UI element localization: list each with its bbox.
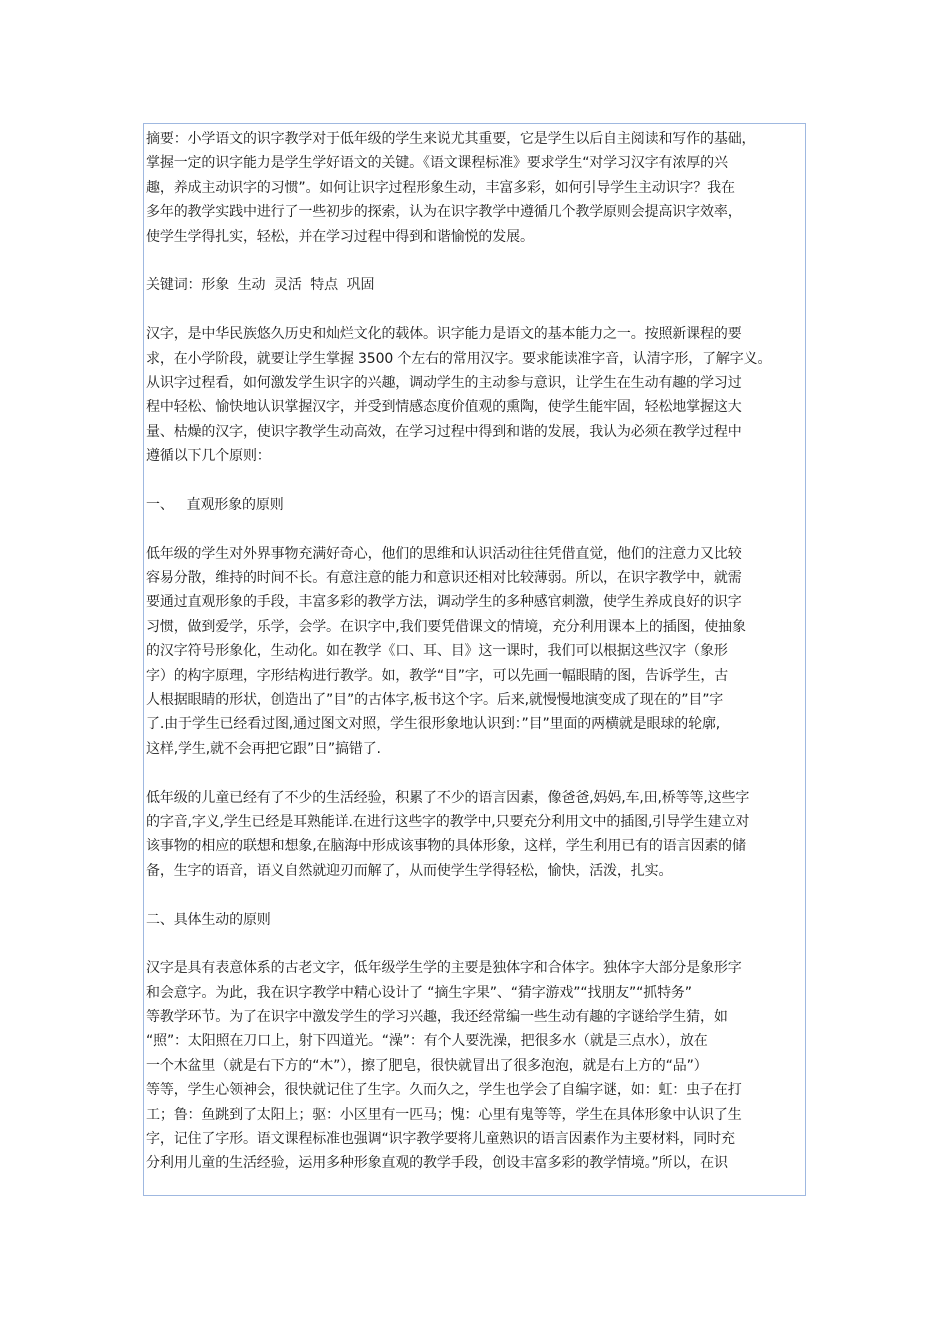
- intro-line: 汉字，是中华民族悠久历史和灿烂文化的载体。识字能力是语文的基本能力之一。按照新课程的要: [146, 326, 742, 343]
- intro-line: 从识字过程看，如何激发学生识字的兴趣，调动学生的主动参与意识，让学生在生动有趣的学习过: [146, 374, 742, 391]
- abstract-line: 掌握一定的识字能力是学生学好语文的关键。《语文课程标准》要求学生“对学习汉字有浓厚的兴: [146, 155, 728, 172]
- section1-paragraph-2: [146, 786, 806, 884]
- paragraph-line: 了.由于学生已经看过图,通过图文对照，学生很形象地认识到：”目”里面的两横就是眼球的轮廓,: [146, 716, 721, 733]
- paragraph-line: 字，记住了字形。语文课程标准也强调“识字教学要将儿童熟识的语言因素作为主要材料，同时充: [146, 1131, 735, 1148]
- intro-line: 求，在小学阶段，就要让学生掌握 3500 个左右的常用汉字。要求能读准字音，认清字形，了解字义。: [146, 350, 772, 367]
- paragraph-line: 的汉字符号形象化，生动化。如在教学《口、耳、目》这一课时，我们可以根据这些汉字（象形: [146, 643, 728, 660]
- paragraph-line: 分利用儿童的生活经验，运用多种形象直观的教学手段，创设丰富多彩的教学情境。”所以，在识: [146, 1155, 728, 1172]
- paragraph-line: 工；鲁：鱼跳到了太阳上；驱：小区里有一匹马；愧：心里有鬼等等，学生在具体形象中认识了生: [146, 1106, 742, 1123]
- intro-line: 程中轻松、愉快地认识掌握汉字，并受到情感态度价值观的熏陶，使学生能牢固，轻松地掌握这大: [146, 399, 742, 416]
- paragraph-line: 和会意字。为此，我在识字教学中精心设计了 “摘生字果”、“猜字游戏”“找朋友”“抓特务”: [146, 984, 692, 1001]
- intro-line: 量、枯燥的汉字，使识字教学生动高效，在学习过程中得到和谐的发展，我认为必须在教学过程中: [146, 423, 742, 440]
- abstract-line: 摘要：小学语文的识字教学对于低年级的学生来说尤其重要，它是学生以后自主阅读和写作的基础，: [146, 131, 756, 147]
- intro-paragraph: [146, 322, 806, 468]
- abstract-line: 多年的教学实践中进行了一些初步的探索，认为在识字教学中遵循几个教学原则会提高识字效率，: [146, 204, 742, 221]
- paragraph-line: 字）的构字原理，字形结构进行教学。如，教学“目”字，可以先画一幅眼睛的图，告诉学生，古: [146, 667, 729, 684]
- section-heading-1: 一、 直观形象的原则: [146, 496, 284, 513]
- paragraph-line: 习惯，做到爱学，乐学，会学。在识字中,我们要凭借课文的情境，充分利用课本上的插图，使抽象: [146, 618, 746, 635]
- intro-line: 遵循以下几个原则：: [146, 448, 271, 465]
- abstract-line: 趣，养成主动识字的习惯”。如何让识字过程形象生动，丰富多彩，如何引导学生主动识字？我在: [146, 179, 735, 196]
- paragraph-line: 一个木盆里（就是右下方的“木”），擦了肥皂，很快就冒出了很多泡泡，就是右上方的“品”）: [146, 1057, 708, 1074]
- section1-paragraph-1: [146, 542, 806, 762]
- section-heading-2: 二、具体生动的原则: [146, 911, 271, 928]
- paragraph-line: 等等，学生心领神会，很快就记住了生字。久而久之，学生也学会了自编字谜，如：虹：虫子在打: [146, 1082, 742, 1099]
- abstract-paragraph: [146, 127, 806, 249]
- paragraph-line: 容易分散，维持的时间不长。有意注意的能力和意识还相对比较薄弱。所以，在识字教学中，就需: [146, 570, 742, 587]
- paragraph-line: 人根据眼睛的形状，创造出了”目”的古体字,板书这个字。后来,就慢慢地演变成了现在的”目”字: [146, 691, 724, 708]
- abstract-line: 使学生学得扎实，轻松，并在学习过程中得到和谐愉悦的发展。: [146, 228, 534, 245]
- paragraph-line: 这样,学生,就不会再把它跟”日”搞错了.: [146, 740, 381, 757]
- paragraph-line: 要通过直观形象的手段，丰富多彩的教学方法，调动学生的多种感官刺激，使学生养成良好的识字: [146, 594, 742, 611]
- document-body: [146, 127, 806, 1176]
- paragraph-line: 等教学环节。为了在识字中激发学生的学习兴趣，我还经常编一些生动有趣的字谜给学生猜，如: [146, 1009, 728, 1026]
- document-frame: [143, 123, 806, 1196]
- paragraph-line: 低年级的学生对外界事物充满好奇心，他们的思维和认识活动往往凭借直觉，他们的注意力又比较: [146, 545, 742, 562]
- paragraph-line: “照”：太阳照在刀口上，射下四道光。“澡”：有个人要洗澡，把很多水（就是三点水），放在: [146, 1033, 708, 1050]
- paragraph-line: 该事物的相应的联想和想象,在脑海中形成该事物的具体形象，这样，学生利用已有的语言因素的储: [146, 838, 746, 855]
- paragraph-line: 汉字是具有表意体系的古老文字，低年级学生学的主要是独体字和合体字。独体字大部分是象形字: [146, 960, 742, 977]
- paragraph-line: 低年级的儿童已经有了不少的生活经验，积累了不少的语言因素，像爸爸,妈妈,车,田,桥等等,这些字: [146, 789, 750, 806]
- section2-paragraph-1: [146, 956, 806, 1176]
- paragraph-line: 备，生字的语音，语义自然就迎刃而解了，从而使学生学得轻松，愉快，活泼，扎实。: [146, 862, 673, 879]
- keywords-line: 关键词：形象 生动 灵活 特点 巩固: [146, 277, 375, 294]
- paragraph-line: 的字音,字义,学生已经是耳熟能详.在进行这些字的教学中,只要充分利用文中的插图,引导学生建立对: [146, 813, 750, 830]
